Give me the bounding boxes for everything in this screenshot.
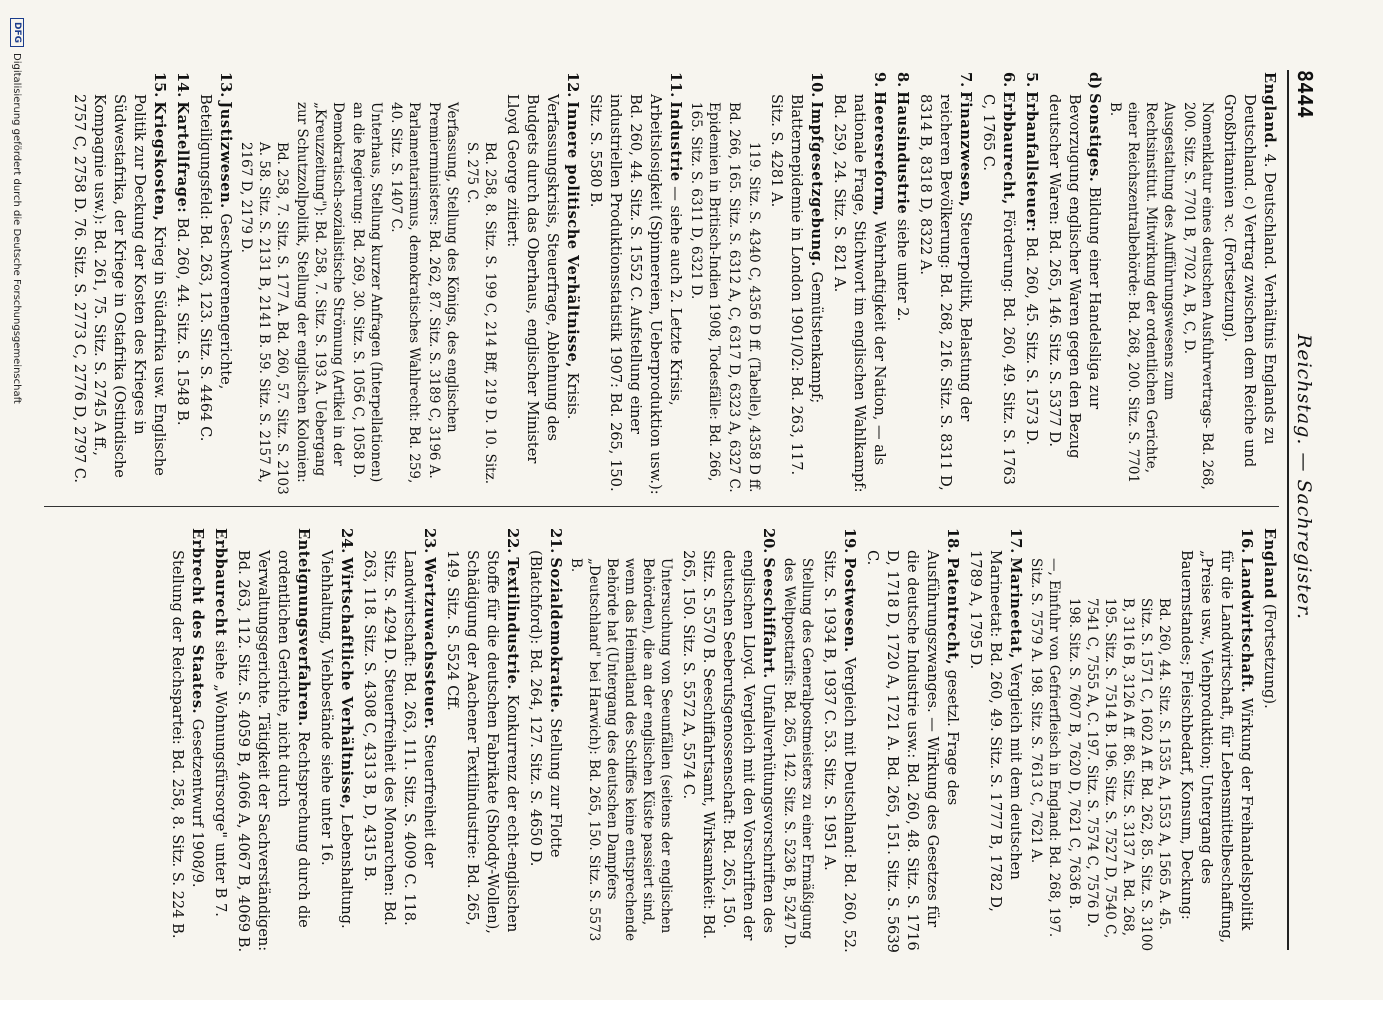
index-entry: [862, 528, 962, 953]
entry-text: Geschworenengerichte, Beteiligungsfeld: Bd. 263, 123. Sitz. S. 4464 C.: [197, 94, 234, 442]
entry-number: 8.: [894, 72, 911, 88]
index-entry: [1021, 72, 1041, 497]
index-entry: [502, 72, 582, 497]
index-entry: [829, 72, 889, 497]
entry-text: siehe „Wohnungsfürsorge" unter B 7.: [212, 640, 229, 917]
index-entry: [1044, 72, 1104, 497]
index-entry: [195, 72, 235, 497]
index-entry: [1259, 528, 1279, 953]
index-subentry: Bd. 266, 165. Sitz. S. 6312 A, C, 6317 D, 6323 A, 6327 C.: [726, 102, 742, 493]
entry-text: Vergleich mit dem deutschen Marineetat: Bd. 260, 49. Sitz. S. 1777 B, 1782 D, 1789 A, 1795 D.: [967, 550, 1024, 912]
entry-keyword: Justizwesen.: [217, 101, 234, 209]
index-entry: [316, 528, 356, 953]
index-subentry: Verfassung, Stellung des Königs, des englischen Premierministers: Bd. 262, 87. Sitz. S. 3189 C, 3196 A.: [426, 102, 460, 479]
entry-keyword: Sozialdemokratie.: [547, 557, 564, 714]
entry-text: Bildung einer Handelsliga zur Bevorzugung englischer Waren gegen den Bezug deutscher Waren: Bd. 265, 146. Sitz. S. 5377 D.: [1046, 94, 1103, 459]
entry-text: Wehrhaftigkeit der Nation, — als nationale Frage, Stichwort im englischen Wahlkampf: Bd. 259, 24. Sitz. S. 821 A.: [831, 94, 888, 493]
entry-number: 22.: [504, 528, 521, 554]
entry-text: Konkurrenz der echt-englischen Stoffe für die deutschen Fabrikate (Shoddy-Wollen), Schädigung der Aachener Textilindustrie: Bd. 265, 149. Sitz. S. 5524 Cff.: [444, 550, 521, 934]
index-subentry: Epidemien in Britisch-Indien 1908, Todesfälle: Bd. 266, 165. Sitz. S. 6311 D, 6321 D.: [688, 102, 722, 482]
entry-number: 18.: [944, 528, 961, 554]
entry-number: 6.: [1000, 72, 1017, 88]
left-column: [66, 72, 1279, 497]
entry-number: 15.: [151, 72, 168, 98]
entry-number: 21.: [547, 528, 564, 554]
entry-text: Rechtsprechung durch die ordentlichen Gerichte, nicht durch Verwaltungsgerichte. Tätigkeit der Sachverständigen: Bd. 263, 112. Sitz. S. 4059 B, 4066 A, 4067 B, 4069 B.: [235, 550, 312, 953]
index-entry: [1219, 72, 1279, 497]
index-entry: [965, 528, 1025, 953]
entry-keyword: Industrie: [667, 101, 684, 182]
entry-text: Unfallverhütungsvorschriften des englischen Lloyd. Vergleich mit den Vorschriften der deutschen Seeberufsgenossenschaft: Bd. 265, 150. Sitz. S. 5570 B. Seeschiffahrtsamt, Wirksamkeit: Bd. 265, 150. Sitz. S. 5572 A, 5574 C.: [680, 550, 777, 941]
index-entry: [585, 72, 685, 497]
entry-keyword: Kriegskosten,: [151, 101, 168, 222]
entry-keyword: Seeschiffahrt.: [760, 557, 777, 679]
entry-text: Stellung zur Flotte (Blatchford): Bd. 264, 127. Sitz. S. 4650 D.: [527, 550, 564, 867]
index-subentry: —, Einfuhr von Gefrierfleisch in England: Bd. 268, 197. Sitz. S. 7579 A. 198. Sitz. S. 7613 C, 7621 A.: [1028, 558, 1062, 938]
entry-number: 11.: [667, 72, 684, 98]
entry-text: Gesetzentwurf 1908/9. Stellung der Reichspartei: Bd. 258, 8. Sitz. S. 224 B.: [169, 550, 206, 939]
entry-keyword: England.: [1261, 72, 1278, 149]
entry-keyword: Wirtschaftliche Verhältnisse,: [338, 557, 355, 810]
entry-keyword: Hausindustrie: [894, 91, 911, 215]
entry-keyword: England: [1261, 528, 1278, 600]
entry-keyword: Erbanfallsteuer:: [1023, 91, 1040, 233]
entry-keyword: Patentrecht,: [944, 557, 961, 666]
entry-keyword: Innere politische Verhältnisse,: [564, 101, 581, 368]
entry-text: siehe unter 2.: [894, 218, 911, 322]
entry-text: Vergleich mit Deutschland: Bd. 260, 52. Sitz. S. 1934 B, 1937 C. 53. Sitz. S. 1951 A.: [821, 550, 858, 953]
entry-text: 4. Deutschland. Verhältnis Englands zu Deutschland. c) Vertrag zwischen dem Reiche und Großbritannien ꝛc. (Fortsetzung).: [1221, 94, 1278, 468]
entry-number: 10.: [808, 72, 825, 98]
entry-text: Gemütstenkampf; Blatternepidemie in London 1901/02: Bd. 263, 117. Sitz. S. 4281 A.: [768, 94, 825, 476]
entry-number: 12.: [564, 72, 581, 98]
index-entry: [678, 528, 778, 953]
entry-keyword: Impfgesetzgebung.: [808, 101, 825, 267]
entry-keyword: Textilindustrie.: [504, 557, 521, 690]
entry-number: 13.: [217, 72, 234, 98]
index-subentry: Untersuchung von Seeunfällen (seitens der englischen Behörden), die an der englischen Küste passiert sind, wenn das Heimatland des Schiffes keine entsprechende Behörde hat (Untergang des deutschen Dampfers „Deutschland" bei Harwich): Bd. 265, 150. Sitz. S. 5573 B.: [568, 558, 674, 942]
entry-text: Bd. 260, 45. Sitz. S. 1573 D.: [1023, 237, 1040, 446]
index-subentry: Bd. 260, 44. Sitz. S. 1535 A, 1553 A, 1565 A. 45. Sitz. S. 1571 C, 1602 A ff. Bd. 262, 85. Sitz. S. 3100 B, 3116 B, 3126 A ff. 86. Sitz. S. 3137 A. Bd. 268, 195. Sitz. S. 7514 B. 196. Sitz. S. 7527 D, 7540 C, 7541 C, 7555 A, C. 197. Sitz. S. 7574 C, 7576 D. 198. Sitz. S. 7607 B, 7620 D, 7621 C, 7636 B.: [1066, 598, 1172, 952]
index-subentry: Demokratisch-sozialistische Strömung (Artikel in der „Kreuzzeitung"): Bd. 258, 7. Sitz. S. 193 A. Uebergang zur Schutzzollpolitik, Stellung der englischen Kolonien:: [294, 102, 346, 483]
entry-text: — siehe auch 2. Letzte Krisis, Arbeitslosigkeit (Spinnereien, Ueberproduktion usw.): Bd. 260, 44. Sitz. S. 1552 C. Aufstellung einer industriellen Produktionsstatistik 1907: Bd. 265, 150. Sitz. S. 5580 B.: [587, 94, 684, 495]
entry-number: 23.: [421, 528, 438, 554]
entry-text: Steuerpolitik, Belastung der reicheren Bevölkerung: Bd. 268, 216. Sitz. S. 8311 D, 8314 B, 8318 D, 8322 A.: [917, 94, 974, 491]
index-entry: [210, 528, 230, 953]
entry-keyword: Marineetat,: [1007, 557, 1024, 659]
index-entry: [525, 528, 565, 953]
entry-text: Steuerfreiheit der Landwirtschaft: Bd. 263, 111. Sitz. S. 4009 C. 118. Sitz. S. 4294 D. Steuerfreiheit des Monarchen: Bd. 263, 118. Sitz. S. 4308 C, 4313 B, D, 4315 B.: [361, 550, 438, 926]
entry-text: Lebenshaltung. Viehhaltung, Viehbestände siehe unter 16.: [318, 550, 355, 929]
entry-keyword: Sonstiges.: [1086, 93, 1103, 183]
entry-number: 24.: [338, 528, 355, 554]
index-subentry: Bd. 258, 7. Sitz. S. 177 A. Bd. 260, 57. Sitz. S. 2103 A. 58. Sitz. S. 2131 B, 2141 B. 59. Sitz. S. 2157 A, 2167 D, 2179 D.: [238, 142, 290, 495]
index-subentry: Bd. 258, 8. Sitz. S. 199 C, 214 Bff, 219 D. 10. Sitz. S. 275 C.: [464, 142, 498, 485]
entry-text: Krisis. Verfassungskrisis, Steuerfrage, Ablehnung des Budgets durch das Oberhaus, englischer Minister Lloyd George zitiert:: [504, 94, 581, 464]
index-entry: [892, 72, 912, 497]
index-entry: [442, 528, 522, 953]
entry-keyword: Erbbaurecht,: [1000, 91, 1017, 205]
index-entry: [172, 72, 192, 497]
entry-keyword: Enteignungsverfahren.: [295, 528, 312, 727]
index-subentry: Parlamentarismus, demokratisches Wahlrecht: Bd. 259, 40. Sitz. S. 1407 C.: [388, 102, 422, 484]
entry-text: (Fortsetzung).: [1261, 603, 1278, 709]
index-subentry: Unterhaus, Stellung kurzer Anfragen (Interpellationen) an die Regierung: Bd. 269, 30. Sitz. S. 1056 C, 1058 D.: [350, 102, 384, 483]
entry-keyword: Erbbaurecht: [212, 528, 229, 636]
entry-text: Förderung: Bd. 260, 49. Sitz. S. 1763 C, 1765 C.: [980, 94, 1017, 485]
page-header: [1287, 70, 1345, 950]
index-entry: [233, 528, 313, 953]
page-number: 8444: [1293, 70, 1317, 119]
entry-text: Wirkung der Freihandelspolitik für die Landwirtschaft, für Lebensmittelbeschaffung, „Preise usw., Viehproduktion; Untergang des Bauernstandes; Fleischbedarf, Konsum, Deckung:: [1178, 550, 1255, 944]
entry-number: 17.: [1007, 528, 1024, 554]
index-entry: [359, 528, 439, 953]
entry-keyword: Kartellfrage:: [174, 101, 191, 214]
entry-number: 19.: [841, 528, 858, 554]
entry-number: d): [1086, 72, 1103, 90]
index-entry: [978, 72, 1018, 497]
index-entry: [915, 72, 975, 497]
dfg-logo: DFG: [10, 18, 24, 47]
index-subentry: Ausgestaltung des Aufführungswesens zum Rechtsinstitut. Mitwirkung der ordentlichen Gerichte, einer Reichszentralbehörde: Bd. 268, 200. Sitz. S. 7701 B.: [1107, 102, 1177, 484]
entry-text: Bd. 260, 44. Sitz. S. 1548 B.: [174, 217, 191, 426]
entry-number: 14.: [174, 72, 191, 98]
digitization-credit: [6, 0, 28, 1018]
entry-number: 5.: [1023, 72, 1040, 88]
index-entry: [167, 528, 207, 953]
index-entry: [69, 72, 169, 497]
index-subentry: Stellung des Generalpostmeisters zu einer Ermäßigung des Weltposttarifs: Bd. 265, 142. Sitz. S. 5236 B, 5247 D.: [781, 558, 815, 949]
index-subentry: 119. Sitz. S. 4340 C, 4356 D ff. (Tabelle), 4358 D ff.: [746, 142, 762, 493]
entry-keyword: Wertzuwachssteuer.: [421, 557, 438, 730]
entry-keyword: Erbrecht des Staates.: [189, 528, 206, 715]
entry-number: 7.: [957, 72, 974, 88]
entry-number: 16.: [1238, 528, 1255, 554]
index-entry: [819, 528, 859, 953]
index-entry: [1176, 528, 1256, 953]
right-column: [164, 528, 1279, 953]
entry-number: 9.: [871, 72, 888, 88]
index-subentry: Nomenklatur eines deutschen Ausfuhrvertrags- Bd. 268, 200. Sitz. S. 7701 B, 7702 A, B, C, D.: [1181, 102, 1215, 490]
entry-text: Krieg in Südafrika usw. Englische Politik zur Deckung der Kosten des Krieges in Südwestafrika, der Kriege in Ostafrika (Ostindische Kompagnie usw.): Bd. 261, 75. Sitz. S. 2745 A ff., 2757 C, 2758 D. 76. Sitz. S. 2773 C, 2776 D, 2797 C.: [71, 94, 168, 484]
index-entry: [766, 72, 826, 497]
entry-keyword: Heeresreform,: [871, 91, 888, 217]
entry-keyword: Landwirtschaft.: [1238, 557, 1255, 694]
entry-keyword: Finanzwesen,: [957, 91, 974, 208]
entry-number: 20.: [760, 528, 777, 554]
entry-keyword: Postwesen.: [841, 557, 858, 653]
column-divider: [44, 506, 1279, 507]
entry-text: gesetzl. Frage des Ausführungszwanges. — Wirkung des Gesetzes für die deutsche Industrie usw.: Bd. 260, 48. Sitz. S. 1716 D, 1718 D, 1720 A, 1721 A. Bd. 265, 151. Sitz. S. 5639 C.: [864, 550, 961, 953]
credit-text: Digitalisierung gefördert durch die Deutsche Forschungsgemeinschaft: [11, 53, 23, 404]
running-title: Reichstag. — Sachregister.: [1293, 334, 1315, 620]
